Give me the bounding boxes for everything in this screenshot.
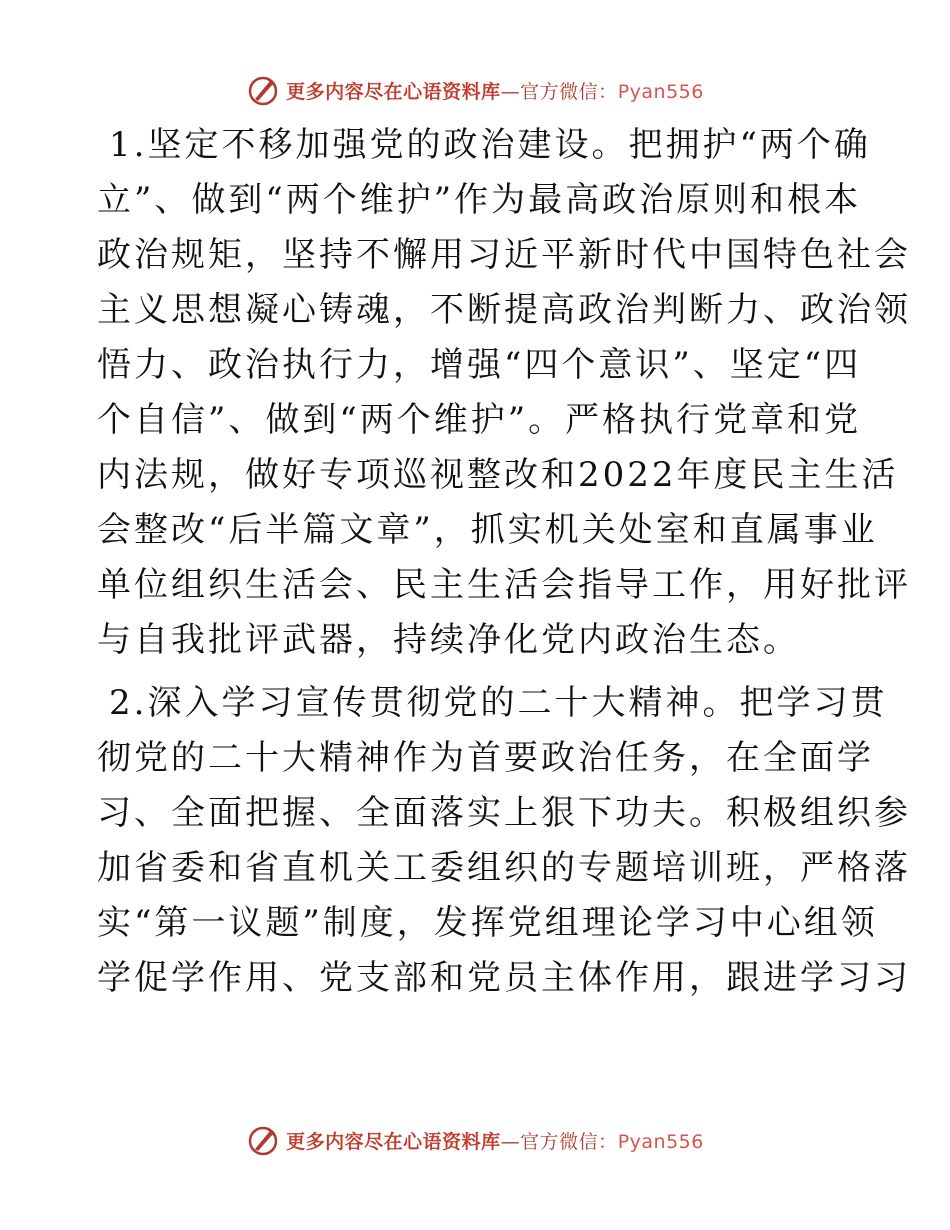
document-body bbox=[97, 118, 911, 1014]
text-line: 彻党的二十大精神作为首要政治任务，在全面学 bbox=[97, 738, 874, 778]
banner-text bbox=[286, 1127, 704, 1154]
text-line: 习、全面把握、全面落实上狠下功夫。积极组织参 bbox=[97, 793, 911, 833]
banner-main-text: 更多内容尽在心语资料库 bbox=[286, 80, 501, 103]
header-watermark-banner bbox=[0, 70, 950, 110]
footer-watermark-banner bbox=[0, 1120, 950, 1160]
text-line: 2.深入学习宣传贯彻党的二十大精神。把学习贯 bbox=[109, 683, 888, 723]
text-line: 学促学作用、党支部和党员主体作用，跟进学习习 bbox=[97, 958, 911, 998]
text-line: 政治规矩，坚持不懈用习近平新时代中国特色社会 bbox=[97, 235, 911, 275]
text-line: 内法规，做好专项巡视整改和2022年度民主生活 bbox=[97, 455, 899, 495]
paragraph-1 bbox=[97, 118, 911, 668]
text-line: 悟力、政治执行力，增强“四个意识”、坚定“四 bbox=[97, 345, 862, 385]
quill-pen-logo-icon bbox=[246, 73, 280, 107]
banner-separator: — bbox=[500, 80, 521, 103]
paragraph-2 bbox=[97, 676, 911, 1006]
text-line: 会整改“后半篇文章”，抓实机关处室和直属事业 bbox=[97, 510, 878, 550]
text-line: 加省委和省直机关工委组织的专题培训班，严格落 bbox=[97, 848, 911, 888]
banner-wechat-id: Pyan556 bbox=[617, 1130, 704, 1153]
text-line: 主义思想凝心铸魂，不断提高政治判断力、政治领 bbox=[97, 290, 911, 330]
banner-official-label: 官方微信： bbox=[520, 1130, 618, 1153]
text-line: 单位组织生活会、民主生活会指导工作，用好批评 bbox=[97, 565, 911, 605]
text-line: 1.坚定不移加强党的政治建设。把拥护“两个确 bbox=[109, 125, 871, 165]
text-line: 实“第一议题”制度，发挥党组理论学习中心组领 bbox=[97, 903, 878, 943]
text-line: 立”、做到“两个维护”作为最高政治原则和根本 bbox=[97, 180, 862, 220]
banner-wechat-id: Pyan556 bbox=[617, 80, 704, 103]
quill-pen-logo-icon bbox=[246, 1123, 280, 1157]
banner-official-label: 官方微信： bbox=[520, 80, 618, 103]
banner-main-text: 更多内容尽在心语资料库 bbox=[286, 1130, 501, 1153]
banner-text bbox=[286, 77, 704, 104]
text-line: 个自信”、做到“两个维护”。严格执行党章和党 bbox=[97, 400, 862, 440]
banner-separator: — bbox=[500, 1130, 521, 1153]
text-line: 与自我批评武器，持续净化党内政治生态。 bbox=[97, 620, 800, 660]
